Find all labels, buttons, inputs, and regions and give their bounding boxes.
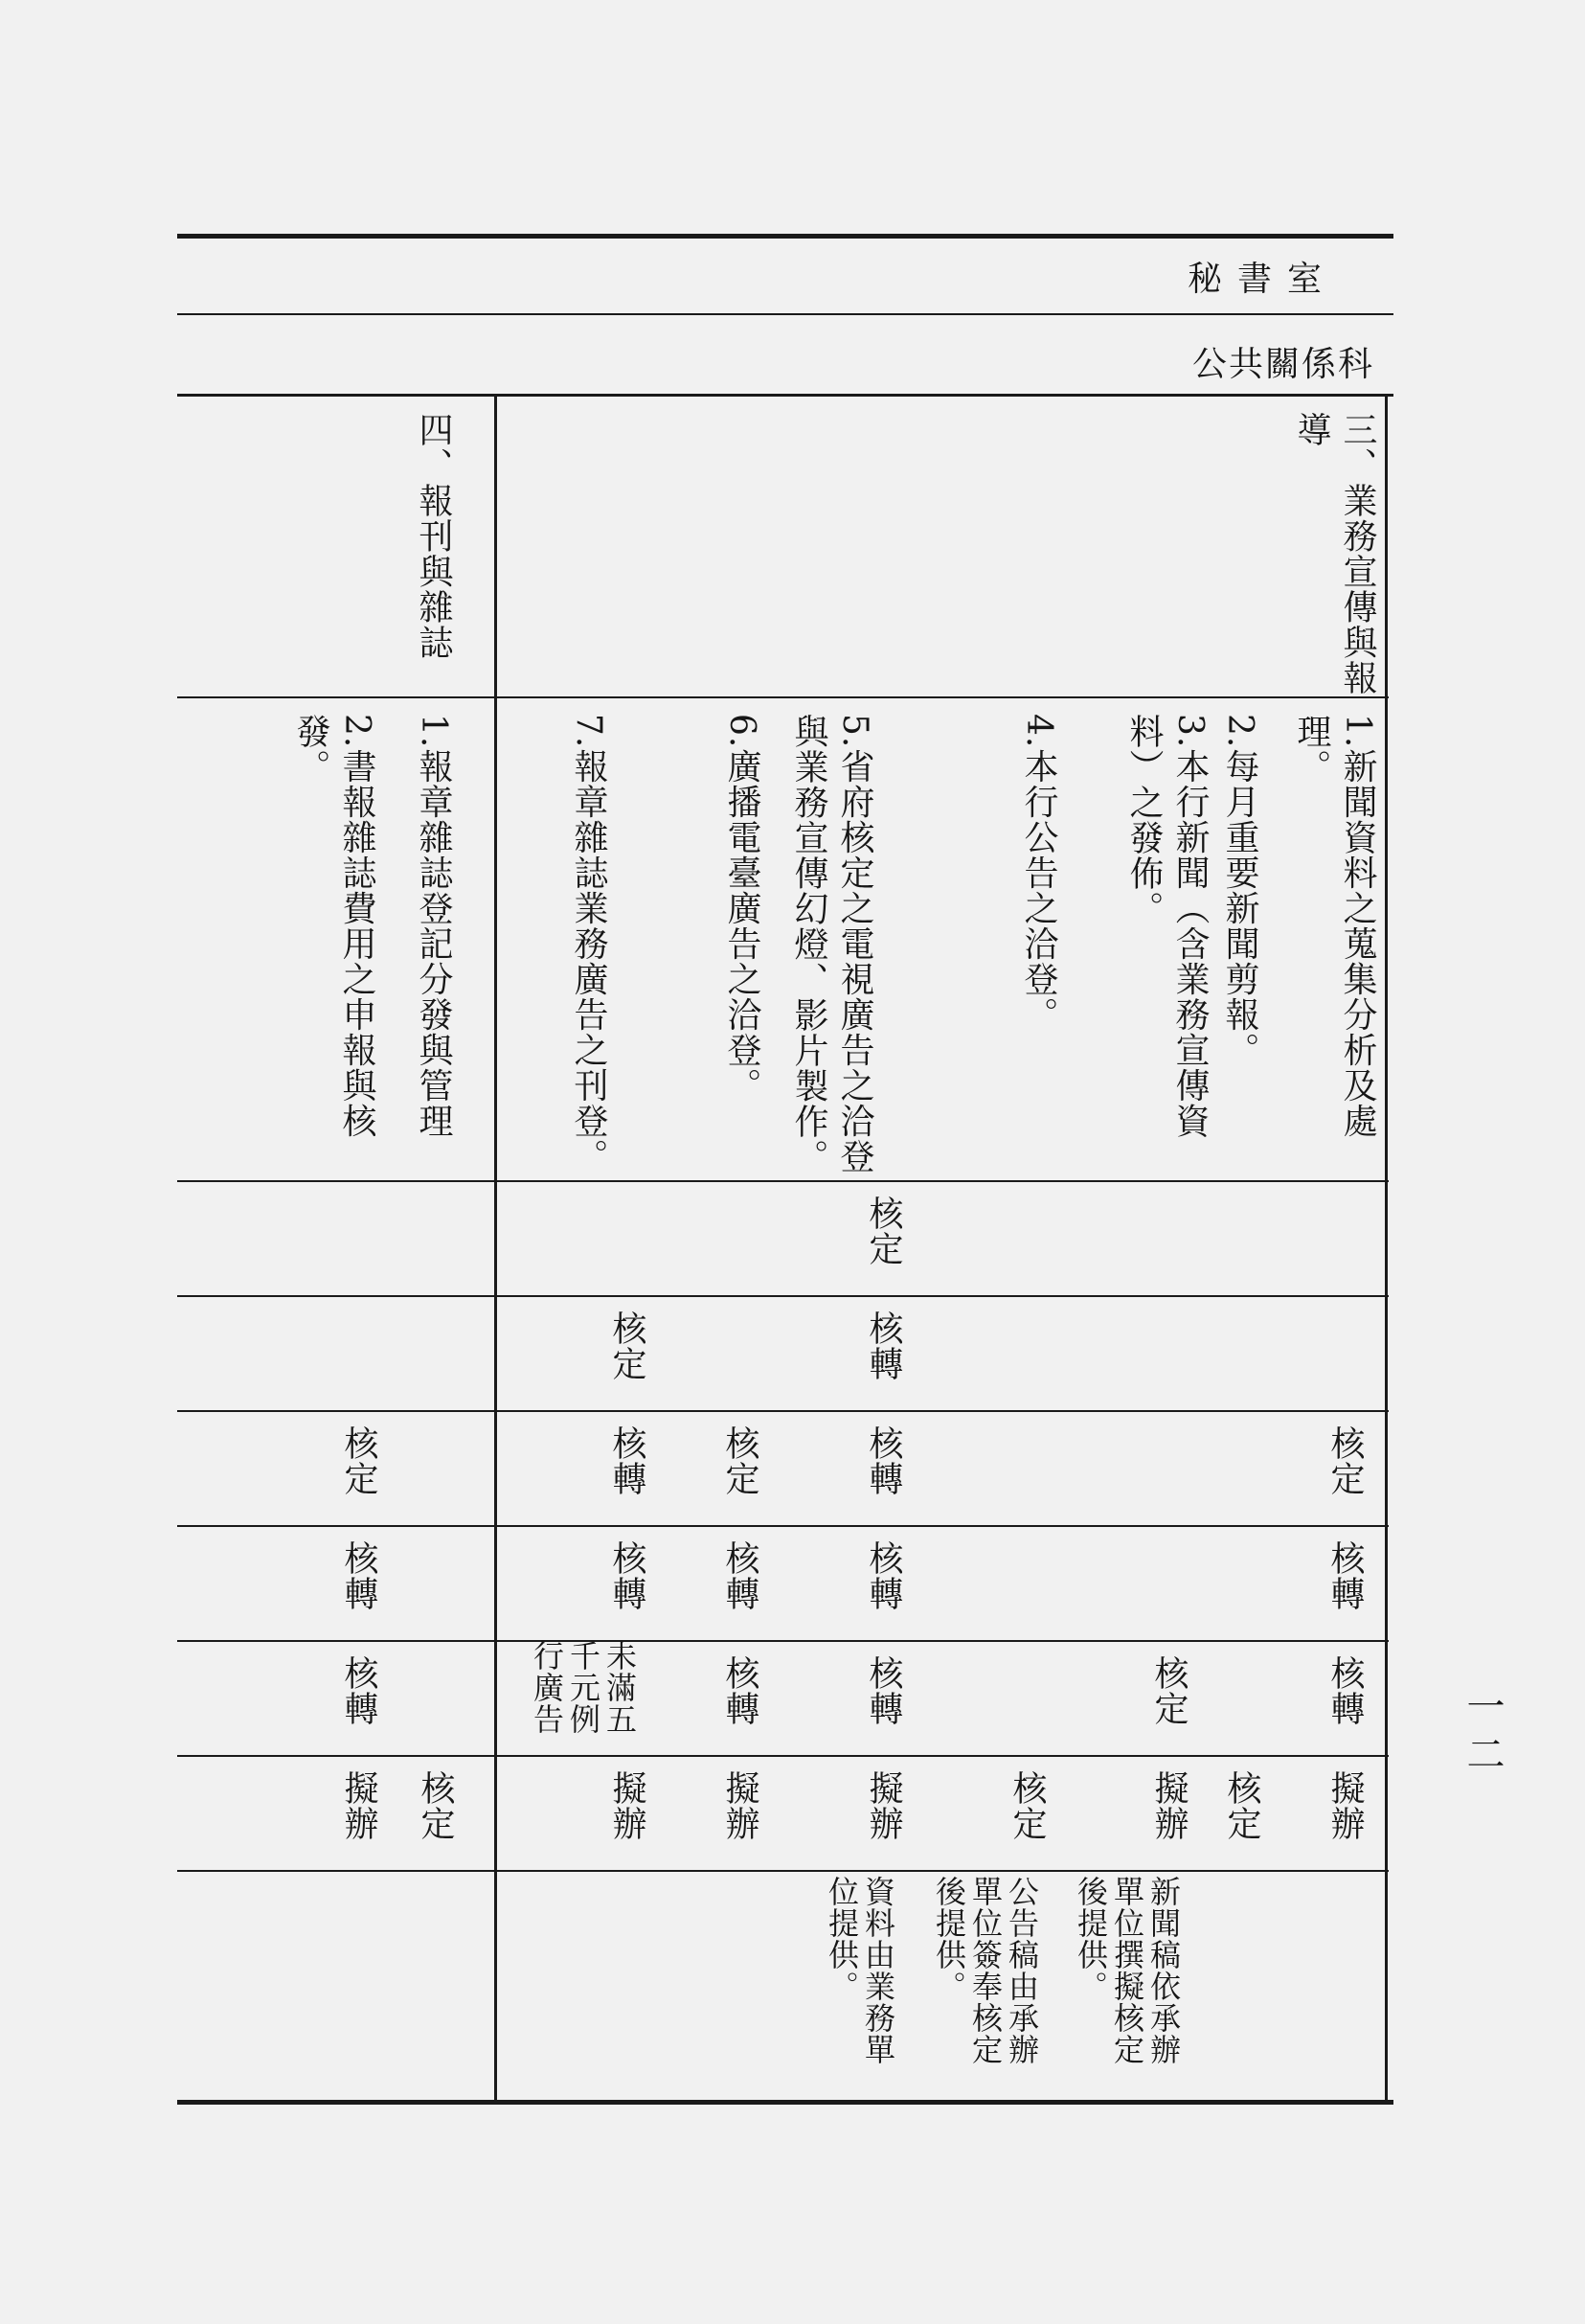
item-4-1: 1.報章雜誌登記分發與管理 <box>414 714 453 1139</box>
approval-r6-item4: 核定 <box>1008 1770 1047 1841</box>
item-3-2: 2.每月重要新聞剪報。 <box>1220 714 1259 1068</box>
approval-r5-item1: 核轉 <box>1325 1655 1365 1726</box>
topic-row-divider <box>177 696 1389 698</box>
approval-r4-item4-2: 核轉 <box>339 1540 378 1611</box>
topic-4: 四、報刊與雜誌 <box>414 412 453 660</box>
note-item3: 新聞稿依承辦單位撰擬核定後提供。 <box>1073 1876 1182 2065</box>
column-divider <box>494 394 497 2103</box>
approval-r5-item4-2: 核轉 <box>339 1655 378 1726</box>
item-3-4: 4.本行公告之洽登。 <box>1019 714 1058 1033</box>
approval-r6-item4-2: 擬辦 <box>339 1770 378 1841</box>
approval-r6-item6: 擬辦 <box>720 1770 759 1841</box>
approval-r3-item7: 核轉 <box>607 1425 646 1496</box>
header-divider <box>177 313 1393 315</box>
top-rule <box>177 234 1393 239</box>
office-title: 秘書室 <box>1188 260 1338 299</box>
note-item5: 資料由業務單位提供。 <box>824 1876 896 2065</box>
item-3-3: 3.本行新聞（含業務宣傳資料）之發佈。 <box>1124 714 1210 1139</box>
item-4-2: 2.書報雜誌費用之申報與核發。 <box>291 714 376 1139</box>
approval-r6-item4-1: 核定 <box>416 1770 455 1841</box>
header-bottom-rule <box>177 394 1393 397</box>
item-3-1: 1.新聞資料之蒐集分析及處理。 <box>1292 714 1377 1139</box>
approval-r2-item7: 核定 <box>607 1310 646 1381</box>
topic-3: 三、業務宣傳與報導 <box>1292 412 1377 695</box>
approval-r5-item3: 核定 <box>1149 1655 1189 1726</box>
approval-r1-item5: 核定 <box>864 1196 903 1266</box>
row-divider-3 <box>177 1410 1389 1412</box>
approval-r5-item5: 核轉 <box>864 1655 903 1726</box>
approval-r3-item4-2: 核定 <box>339 1425 378 1496</box>
approval-r6-item7: 擬辦 <box>607 1770 646 1841</box>
approval-r6-item2: 核定 <box>1222 1770 1261 1841</box>
approval-r3-item1: 核定 <box>1325 1425 1365 1496</box>
approval-r6-item3: 擬辦 <box>1149 1770 1189 1841</box>
row-divider-1 <box>177 1180 1389 1182</box>
item-3-6: 6.廣播電臺廣告之洽登。 <box>722 714 761 1104</box>
row-divider-5 <box>177 1640 1389 1642</box>
approval-r4-item5: 核轉 <box>864 1540 903 1611</box>
note-item4: 公告稿由承辦單位簽奉核定後提供。 <box>931 1876 1040 2065</box>
approval-r5-item6: 核轉 <box>720 1655 759 1726</box>
approval-r3-item6: 核定 <box>720 1425 759 1496</box>
approval-r3-item5: 核轉 <box>864 1425 903 1496</box>
bottom-rule <box>177 2100 1393 2105</box>
approval-r5-item7: 未滿五千元例行廣告 <box>529 1640 638 1735</box>
approval-r4-item6: 核轉 <box>720 1540 759 1611</box>
approval-r6-item1: 擬辦 <box>1325 1770 1365 1841</box>
item-3-5: 5.省府核定之電視廣告之洽登與業務宣傳幻燈、影片製作。 <box>789 714 874 1174</box>
approval-r6-item5: 擬辦 <box>864 1770 903 1841</box>
row-divider-7 <box>177 1870 1389 1872</box>
row-divider-6 <box>177 1755 1389 1757</box>
right-border <box>1385 394 1388 2103</box>
approval-r4-item1: 核轉 <box>1325 1540 1365 1611</box>
row-divider-4 <box>177 1525 1389 1527</box>
approval-r4-item7: 核轉 <box>607 1540 646 1611</box>
section-title: 公共關係科 <box>1192 345 1375 384</box>
item-3-7: 7.報章雜誌業務廣告之刊登。 <box>569 714 608 1174</box>
row-divider-2 <box>177 1295 1389 1297</box>
page-number: 一二 <box>1460 1686 1505 1782</box>
approval-r2-item5: 核轉 <box>864 1310 903 1381</box>
